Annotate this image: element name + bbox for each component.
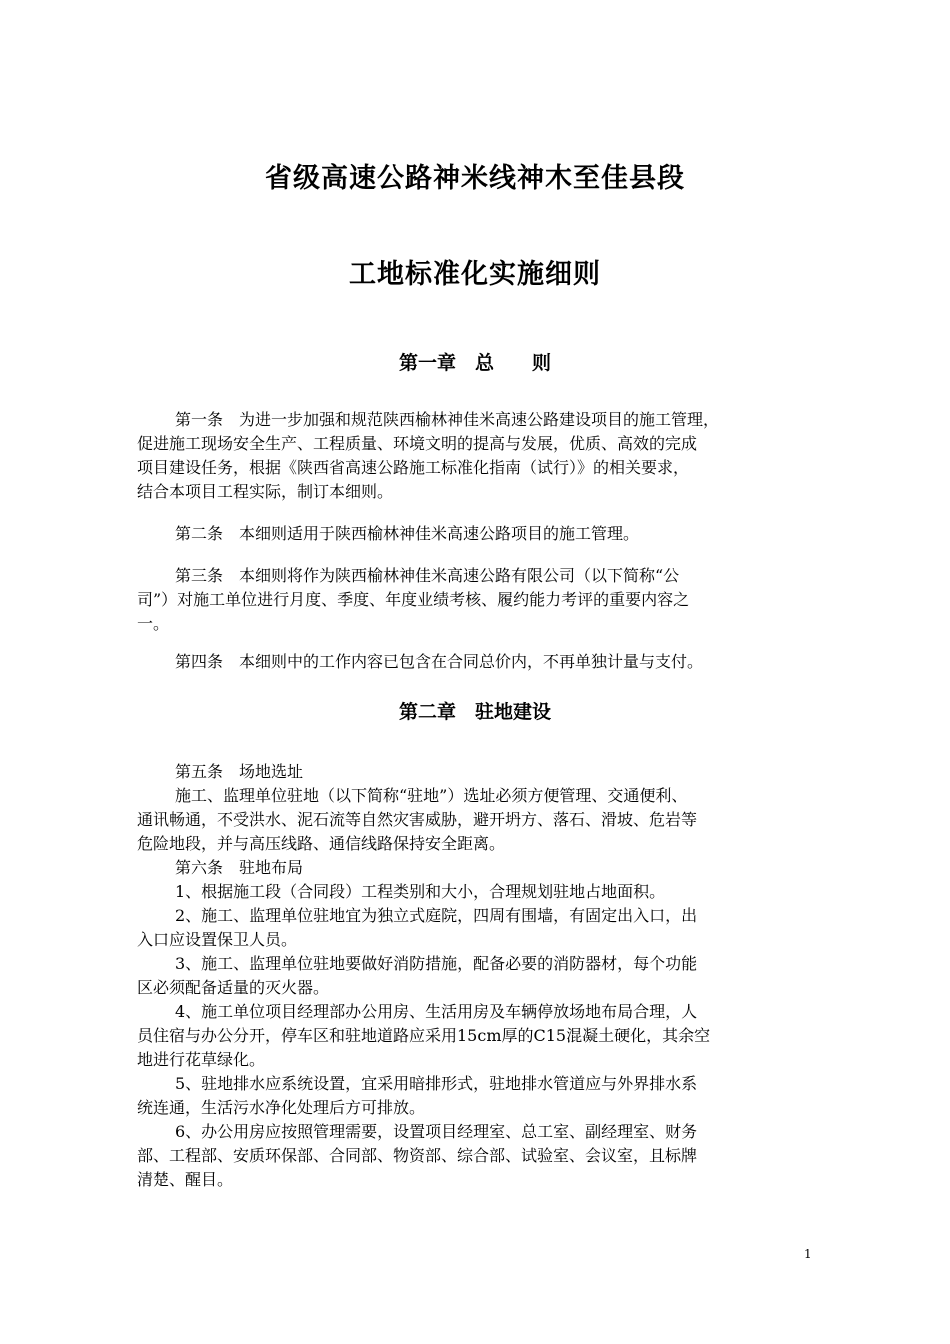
article-3 bbox=[137, 564, 817, 636]
article-4 bbox=[137, 650, 817, 674]
article-5-body-line-3: 危险地段，并与高压线路、通信线路保持安全距离。 bbox=[137, 834, 506, 853]
article-4-line-1: 第四条 本细则中的工作内容已包含在合同总价内，不再单独计量与支付。 bbox=[175, 652, 704, 671]
article-6-item-2-line-2: 入口应设置保卫人员。 bbox=[137, 930, 298, 949]
article-5-heading: 第五条 场地选址 bbox=[175, 762, 304, 781]
article-3-line-1: 第三条 本细则将作为陕西榆林神佳米高速公路有限公司（以下简称“公 bbox=[175, 566, 680, 585]
article-5-body-line-2: 通讯畅通，不受洪水、泥石流等自然灾害威胁，避开坍方、落石、滑坡、危岩等 bbox=[137, 810, 698, 829]
article-6-heading: 第六条 驻地布局 bbox=[175, 858, 304, 877]
article-6-item-3-line-2: 区必须配备适量的灭火器。 bbox=[137, 978, 330, 997]
article-6-item-6-line-2: 部、工程部、安质环保部、合同部、物资部、综合部、试验室、会议室，且标牌 bbox=[137, 1146, 698, 1165]
document-title-line-1: 省级高速公路神米线神木至佳县段 bbox=[265, 163, 685, 194]
article-6-item-4-line-2: 员住宿与办公分开，停车区和驻地道路应采用15cm厚的C15混凝土硬化，其余空 bbox=[137, 1026, 711, 1045]
article-1-line-2: 促进施工现场安全生产、工程质量、环境文明的提高与发展，优质、高效的完成 bbox=[137, 434, 698, 453]
article-6-item-4-line-1: 4、施工单位项目经理部办公用房、生活用房及车辆停放场地布局合理，人 bbox=[175, 1002, 698, 1021]
chapter-1-heading: 第一章 总 则 bbox=[398, 352, 551, 374]
article-3-line-2: 司”）对施工单位进行月度、季度、年度业绩考核、履约能力考评的重要内容之 bbox=[137, 590, 690, 609]
page-number: 1 bbox=[804, 1247, 812, 1261]
article-5-body-line-1: 施工、监理单位驻地（以下简称“驻地”）选址必须方便管理、交通便利、 bbox=[175, 786, 688, 805]
article-6-item-6-line-3: 清楚、醒目。 bbox=[137, 1170, 234, 1189]
article-3-line-3: 一。 bbox=[137, 614, 170, 633]
article-1-line-3: 项目建设任务，根据《陕西省高速公路施工标准化指南（试行）》的相关要求， bbox=[137, 458, 690, 477]
article-6-item-6-line-1: 6、办公用房应按照管理需要，设置项目经理室、总工室、副经理室、财务 bbox=[175, 1122, 698, 1141]
article-6-item-4-line-3: 地进行花草绿化。 bbox=[137, 1050, 266, 1069]
article-6-item-3-line-1: 3、施工、监理单位驻地要做好消防措施，配备必要的消防器材，每个功能 bbox=[175, 954, 698, 973]
article-6-item-2-line-1: 2、施工、监理单位驻地宜为独立式庭院，四周有围墙，有固定出入口，出 bbox=[175, 906, 698, 925]
article-1-line-4: 结合本项目工程实际，制订本细则。 bbox=[137, 482, 394, 501]
article-2 bbox=[137, 522, 817, 546]
article-1 bbox=[137, 408, 817, 504]
article-6-item-1-line-1: 1、根据施工段（合同段）工程类别和大小，合理规划驻地占地面积。 bbox=[175, 882, 666, 901]
article-6 bbox=[137, 856, 817, 1192]
chapter-2-heading: 第二章 驻地建设 bbox=[398, 701, 551, 723]
article-6-item-5-line-1: 5、驻地排水应系统设置，宜采用暗排形式，驻地排水管道应与外界排水系 bbox=[175, 1074, 698, 1093]
document-title-line-2: 工地标准化实施细则 bbox=[349, 259, 601, 290]
article-6-item-5-line-2: 统连通，生活污水净化处理后方可排放。 bbox=[137, 1098, 426, 1117]
article-5 bbox=[137, 760, 817, 856]
article-2-line-1: 第二条 本细则适用于陕西榆林神佳米高速公路项目的施工管理。 bbox=[175, 524, 640, 543]
article-1-line-1: 第一条 为进一步加强和规范陕西榆林神佳米高速公路建设项目的施工管理， bbox=[175, 410, 720, 429]
